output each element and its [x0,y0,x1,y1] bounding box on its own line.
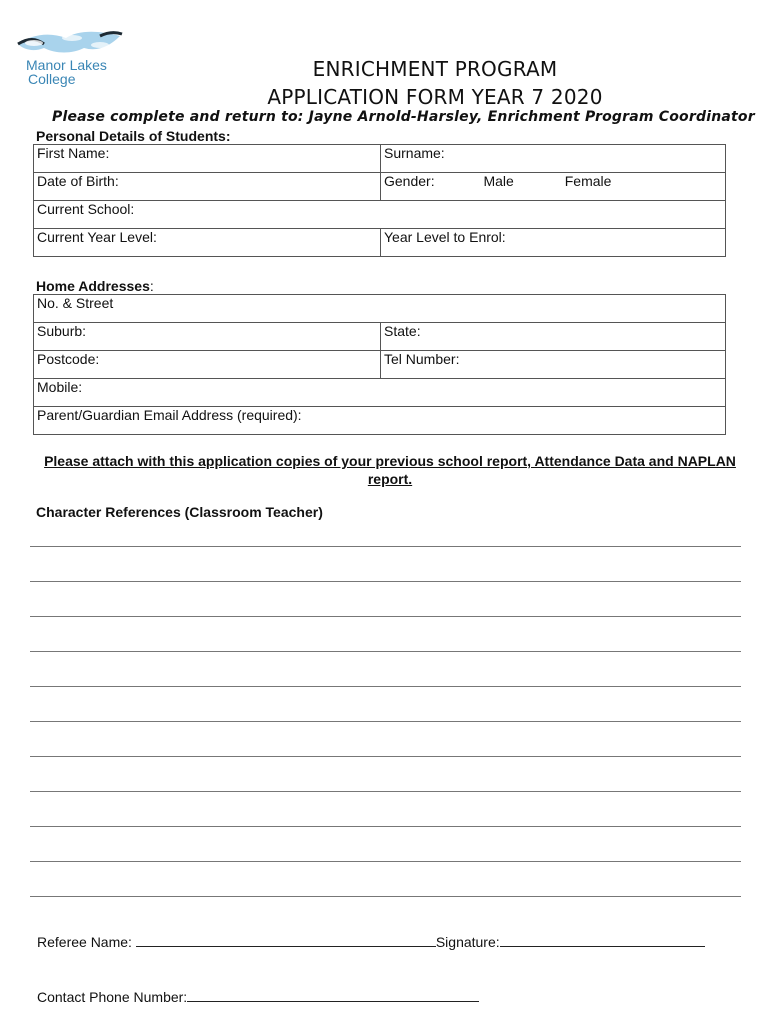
suburb-label: Suburb: [37,323,87,339]
suburb-field[interactable] [34,323,381,351]
reference-line[interactable] [30,651,741,652]
surname-field[interactable] [381,145,726,173]
email-label: Parent/Guardian Email Address (required): [37,407,302,423]
postcode-label: Postcode: [37,351,100,367]
first-name-field[interactable] [34,145,381,173]
attachment-note: Please attach with this application copies of your previous school report, Attendance Data and NAPLAN report. [44,453,736,487]
current-school-field[interactable] [34,201,726,229]
state-label: State: [384,323,421,339]
street-label: No. & Street [37,295,114,311]
referee-name-label: Referee Name: [37,934,132,950]
state-field[interactable] [381,323,726,351]
personal-details-heading: Personal Details of Students: [36,128,231,144]
referee-signature-row [37,934,705,950]
contact-phone-row [37,989,479,1005]
year-enrol-label: Year Level to Enrol: [384,229,506,245]
return-instructions: Please complete and return to: Jayne Arnold-Harsley, Enrichment Program Coordinator [52,109,755,125]
form-title-line1: ENRICHMENT PROGRAM [312,57,558,81]
gender-female-option[interactable]: Female [564,173,612,189]
reference-line[interactable] [30,616,741,617]
reference-line[interactable] [30,686,741,687]
mobile-field[interactable] [34,379,726,407]
college-name-line2: College [28,71,76,87]
email-field[interactable] [34,407,726,435]
reference-line[interactable] [30,756,741,757]
reference-line[interactable] [30,721,741,722]
contact-phone-blank[interactable] [187,989,479,1002]
character-references-heading: Character References (Classroom Teacher) [36,504,323,520]
reference-line[interactable] [30,896,741,897]
signature-label: Signature: [435,934,500,950]
reference-line[interactable] [30,826,741,827]
current-year-field[interactable] [34,229,381,257]
contact-phone-label: Contact Phone Number: [37,989,188,1005]
tel-field[interactable] [381,351,726,379]
referee-name-blank[interactable] [136,934,436,947]
gender-label: Gender: [384,173,435,189]
form-title-line2: APPLICATION FORM YEAR 7 2020 [267,85,603,109]
current-year-label: Current Year Level: [37,229,157,245]
reference-line[interactable] [30,791,741,792]
home-addresses-colon: : [149,278,154,294]
home-addresses-heading-text: Home Addresses [36,278,150,294]
home-addresses-heading [36,278,154,294]
reference-line[interactable] [30,546,741,547]
surname-label: Surname: [384,145,445,161]
reference-line[interactable] [30,861,741,862]
tel-label: Tel Number: [384,351,460,367]
signature-blank[interactable] [500,934,705,947]
personal-details-table [33,144,726,257]
reference-line[interactable] [30,581,741,582]
mobile-label: Mobile: [37,379,83,395]
college-name-line1: Manor Lakes [26,57,107,73]
street-field[interactable] [34,295,726,323]
first-name-label: First Name: [37,145,110,161]
dob-field[interactable] [34,173,381,201]
year-enrol-field[interactable] [381,229,726,257]
current-school-label: Current School: [37,201,135,217]
gender-male-option[interactable]: Male [483,173,514,189]
postcode-field[interactable] [34,351,381,379]
gender-field[interactable] [381,173,726,201]
dob-label: Date of Birth: [37,173,119,189]
home-address-table [33,294,726,435]
